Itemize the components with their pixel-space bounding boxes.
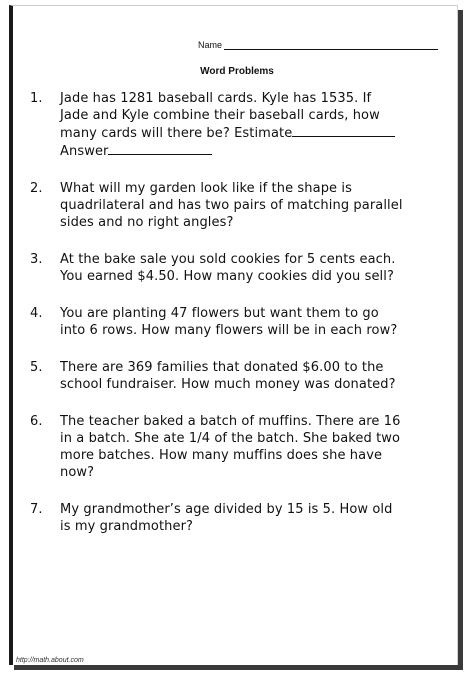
problem-line: You earned $4.50. How many cookies did you sell?: [60, 269, 394, 284]
problem-number: 1.: [30, 91, 43, 106]
problem-line: You are planting 47 flowers but want them to go: [60, 306, 379, 321]
problem-line: more batches. How many muffins does she have: [60, 448, 383, 463]
problem-line: What will my garden look like if the shape is: [60, 181, 352, 196]
problem-line: into 6 rows. How many flowers will be in each row?: [60, 323, 398, 338]
answer-label: Answer: [60, 144, 109, 159]
problem-line: many cards will there be? Estimate: [60, 126, 293, 141]
problem-item: [30, 501, 455, 535]
problem-list: [30, 90, 455, 535]
problem-line: There are 369 families that donated $6.00 to the: [60, 360, 384, 375]
source-url: http://math.about.com: [16, 657, 84, 664]
problem-number: 5.: [30, 360, 43, 375]
problem-text: [60, 305, 455, 339]
problem-number: 2.: [30, 181, 43, 196]
problem-line: sides and no right angles?: [60, 215, 234, 230]
estimate-blank-line: [292, 124, 395, 137]
problem-line: is my grandmother?: [60, 519, 194, 534]
problem-text: [60, 413, 455, 481]
problem-line: Jade and Kyle combine their baseball cards, how: [60, 108, 380, 123]
problem-item: [30, 251, 455, 285]
problem-line: At the bake sale you sold cookies for 5 cents each.: [60, 252, 396, 267]
problem-item: [30, 413, 455, 481]
problem-text: [60, 251, 455, 285]
problem-text: [60, 180, 455, 231]
name-blank-line: [224, 40, 438, 50]
name-label: Name: [198, 40, 223, 50]
problem-item: [30, 180, 455, 231]
page-shadow-right: [458, 10, 463, 667]
problem-line: The teacher baked a batch of muffins. There are 16: [60, 414, 401, 429]
name-field-row: [198, 40, 438, 50]
problem-number: 3.: [30, 252, 43, 267]
problem-item: [30, 359, 455, 393]
problem-text: [60, 359, 455, 393]
problem-line: school fundraiser. How much money was donated?: [60, 377, 396, 392]
problem-number: 6.: [30, 414, 43, 429]
worksheet-title: Word Problems: [200, 66, 274, 77]
problem-line: now?: [60, 465, 95, 480]
problem-line: quadrilateral and has two pairs of matching parallel: [60, 198, 403, 213]
problem-number: 7.: [30, 502, 43, 517]
answer-blank-line: [108, 142, 212, 155]
page-shadow-bottom: [14, 665, 463, 670]
problem-text: [60, 90, 455, 160]
problem-line: My grandmother’s age divided by 15 is 5. How old: [60, 502, 393, 517]
problem-text: [60, 501, 455, 535]
problem-item: [30, 305, 455, 339]
problem-item: [30, 90, 455, 160]
problem-line: in a batch. She ate 1/4 of the batch. She baked two: [60, 431, 401, 446]
problem-number: 4.: [30, 306, 43, 321]
problem-line: Jade has 1281 baseball cards. Kyle has 1535. If: [60, 91, 372, 106]
